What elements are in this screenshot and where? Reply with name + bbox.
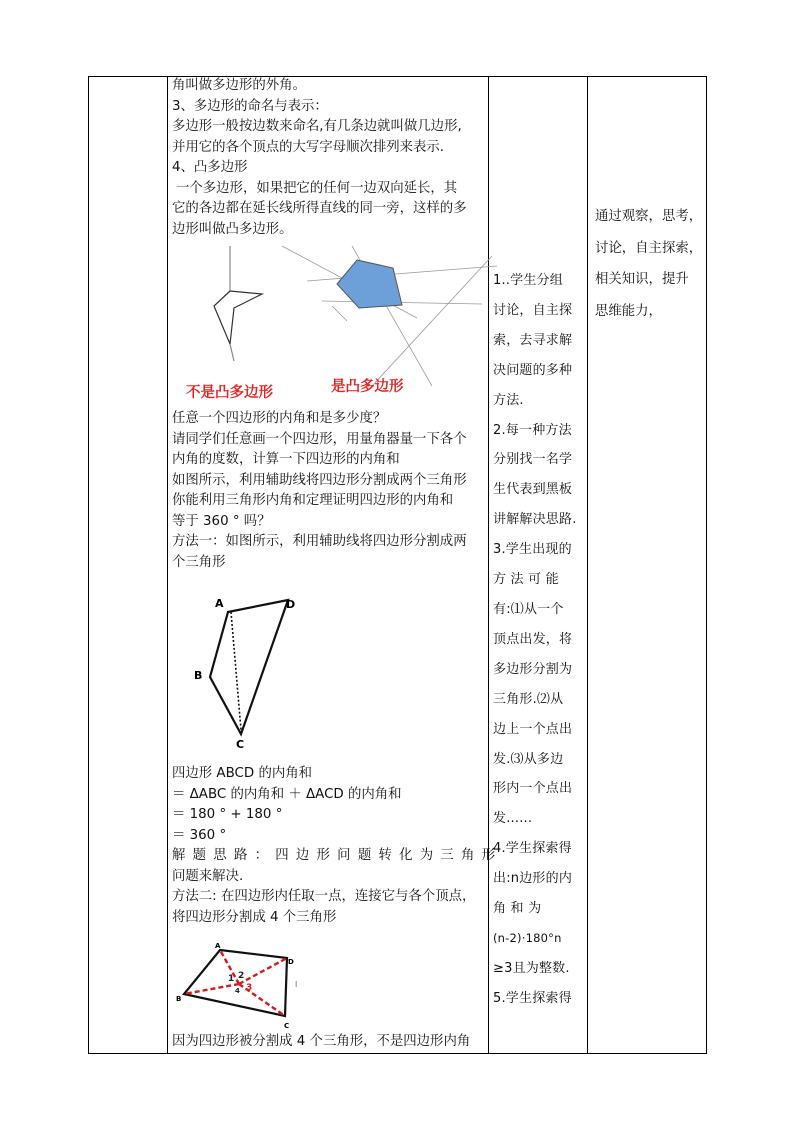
text-block-low	[172, 764, 497, 928]
text-line: 内角的度数，计算一下四边形的内角和	[172, 452, 400, 467]
text-line: 1..学生分组	[493, 273, 563, 288]
text-line: 多边形一般按边数来命名,有几条边就叫做几边形,	[172, 119, 462, 134]
vertex-b: B	[194, 669, 203, 682]
text-line: ≥3且为整数.	[493, 960, 570, 976]
angle-label-2: 2	[238, 971, 245, 981]
text-line: 通过观察，思考，	[595, 209, 703, 224]
vertex-d: D	[286, 598, 296, 611]
tick-mark: l	[295, 980, 298, 989]
column-divider-3	[587, 76, 588, 1054]
text-line: (n-2)·180°n	[493, 930, 562, 945]
design-intent-column	[595, 201, 707, 327]
vertex-c: C	[284, 1022, 290, 1030]
text-line: ＝ 360 °	[172, 827, 227, 843]
text-line: 发......	[493, 811, 533, 827]
lesson-table	[88, 76, 707, 1054]
text-line: 顶点出发，将	[493, 631, 573, 647]
angle-label-3: 3	[246, 983, 253, 993]
text-line: 问题来解决.	[172, 868, 244, 884]
text-line: 生代表到黑板	[493, 482, 573, 498]
text-line: 个三角形	[172, 554, 226, 570]
quadrilateral-outline	[184, 950, 287, 1016]
quadrilateral-figure-2	[174, 938, 304, 1033]
angle-label-1: 1	[228, 974, 235, 984]
text-line: 角叫做多边形的外角。	[172, 78, 306, 93]
text-line: ＝ 180 ° + 180 °	[172, 807, 283, 822]
text-line: 等于 360 ° 吗？	[172, 513, 271, 529]
text-line: 讲解解决思路.	[493, 512, 577, 528]
text-line: 4、凸多边形	[172, 160, 248, 175]
text-line: 方法一：如图所示，利用辅助线将四边形分割成两	[172, 534, 467, 549]
text-line: 思维能力，	[595, 303, 662, 319]
text-line: 角 和 为	[493, 901, 542, 917]
text-block-mid	[172, 409, 467, 573]
text-block-bottom	[172, 1032, 470, 1053]
diagonal-ac	[231, 612, 241, 730]
text-line: 2.每一种方法	[493, 422, 572, 438]
quadrilateral-abcd	[210, 600, 288, 734]
text-line: 它的各边都在延长线所得直线的同一旁，这样的多	[172, 201, 467, 216]
text-line: 四边形 ABCD 的内角和	[172, 766, 313, 781]
text-line: 边形叫做凸多边形。	[172, 221, 293, 237]
text-line: 出:n边形的内	[493, 871, 573, 887]
table-left-border	[88, 76, 89, 1054]
text-line: 决问题的多种	[493, 362, 573, 378]
vertex-a: A	[215, 597, 224, 610]
quadrilateral-figure-1	[180, 590, 300, 755]
non-convex-quadrilateral	[214, 246, 262, 361]
text-line: 解 题 思 路 ： 四 边 形 问 题 转 化 为 三 角 形	[172, 848, 497, 863]
text-line: 将四边形分割成 4 个三角形	[172, 909, 337, 925]
text-line: 相关知识，提升	[595, 272, 689, 287]
text-line: 请同学们任意画一个四边形，用量角器量一下各个	[172, 431, 467, 447]
text-line: 5.学生探索得	[493, 990, 572, 1006]
text-line: 3.学生出现的	[493, 542, 572, 558]
vertex-c: C	[236, 738, 245, 751]
text-line: 三角形.⑵从	[493, 691, 564, 707]
text-block-top	[172, 76, 572, 240]
text-line: 发.⑶从多边	[493, 751, 564, 767]
text-line: 方法二: 在四边形内任取一点，连接它与各个顶点，	[172, 889, 476, 904]
text-line: 方 法 可 能	[493, 572, 559, 588]
text-line: 讨论，自主探索，	[595, 240, 703, 256]
text-line: 如图所示，利用辅助线将四边形分割成两个三角形	[172, 472, 467, 488]
table-bottom-border	[88, 1053, 707, 1054]
text-line: 形内一个点出	[493, 781, 573, 797]
pentagon-shape	[337, 260, 402, 308]
text-line: 一个多边形，如果把它的任何一边双向延长，其	[176, 180, 458, 196]
vertex-d: D	[288, 958, 294, 966]
text-line: ＝ ΔABC 的内角和 ＋ ΔACD 的内角和	[172, 786, 402, 802]
text-line: 有:⑴从一个	[493, 601, 564, 617]
angle-label-4: 4	[235, 987, 240, 995]
text-line: 讨论，自主探	[493, 302, 573, 318]
convex-label: 是凸多边形	[331, 379, 404, 395]
vertex-b: B	[176, 995, 182, 1003]
column-divider-1	[167, 76, 168, 1054]
text-line: 方法.	[493, 392, 524, 408]
text-line: 4.学生探索得	[493, 841, 572, 857]
vertex-a: A	[215, 942, 221, 950]
convex-pentagon	[282, 246, 497, 386]
not-convex-label: 不是凸多边形	[186, 385, 273, 401]
text-line: 因为四边形被分割成 4 个三角形，不是四边形内角	[172, 1034, 471, 1049]
text-line: 分别找一名学	[493, 452, 573, 468]
text-line: 并用它的各个顶点的大写字母顺次排列来表示.	[172, 139, 445, 155]
text-line: 你能利用三角形内角和定理证明四边形的内角和	[172, 493, 454, 508]
text-line: 索，去寻求解	[493, 332, 573, 348]
student-activity-column	[493, 266, 585, 1014]
text-line: 任意一个四边形的内角和是多少度？	[172, 411, 387, 426]
text-line: 多边形分割为	[493, 661, 573, 677]
text-line: 3、多边形的命名与表示：	[172, 98, 328, 114]
text-line: 边上一个点出	[493, 721, 573, 737]
